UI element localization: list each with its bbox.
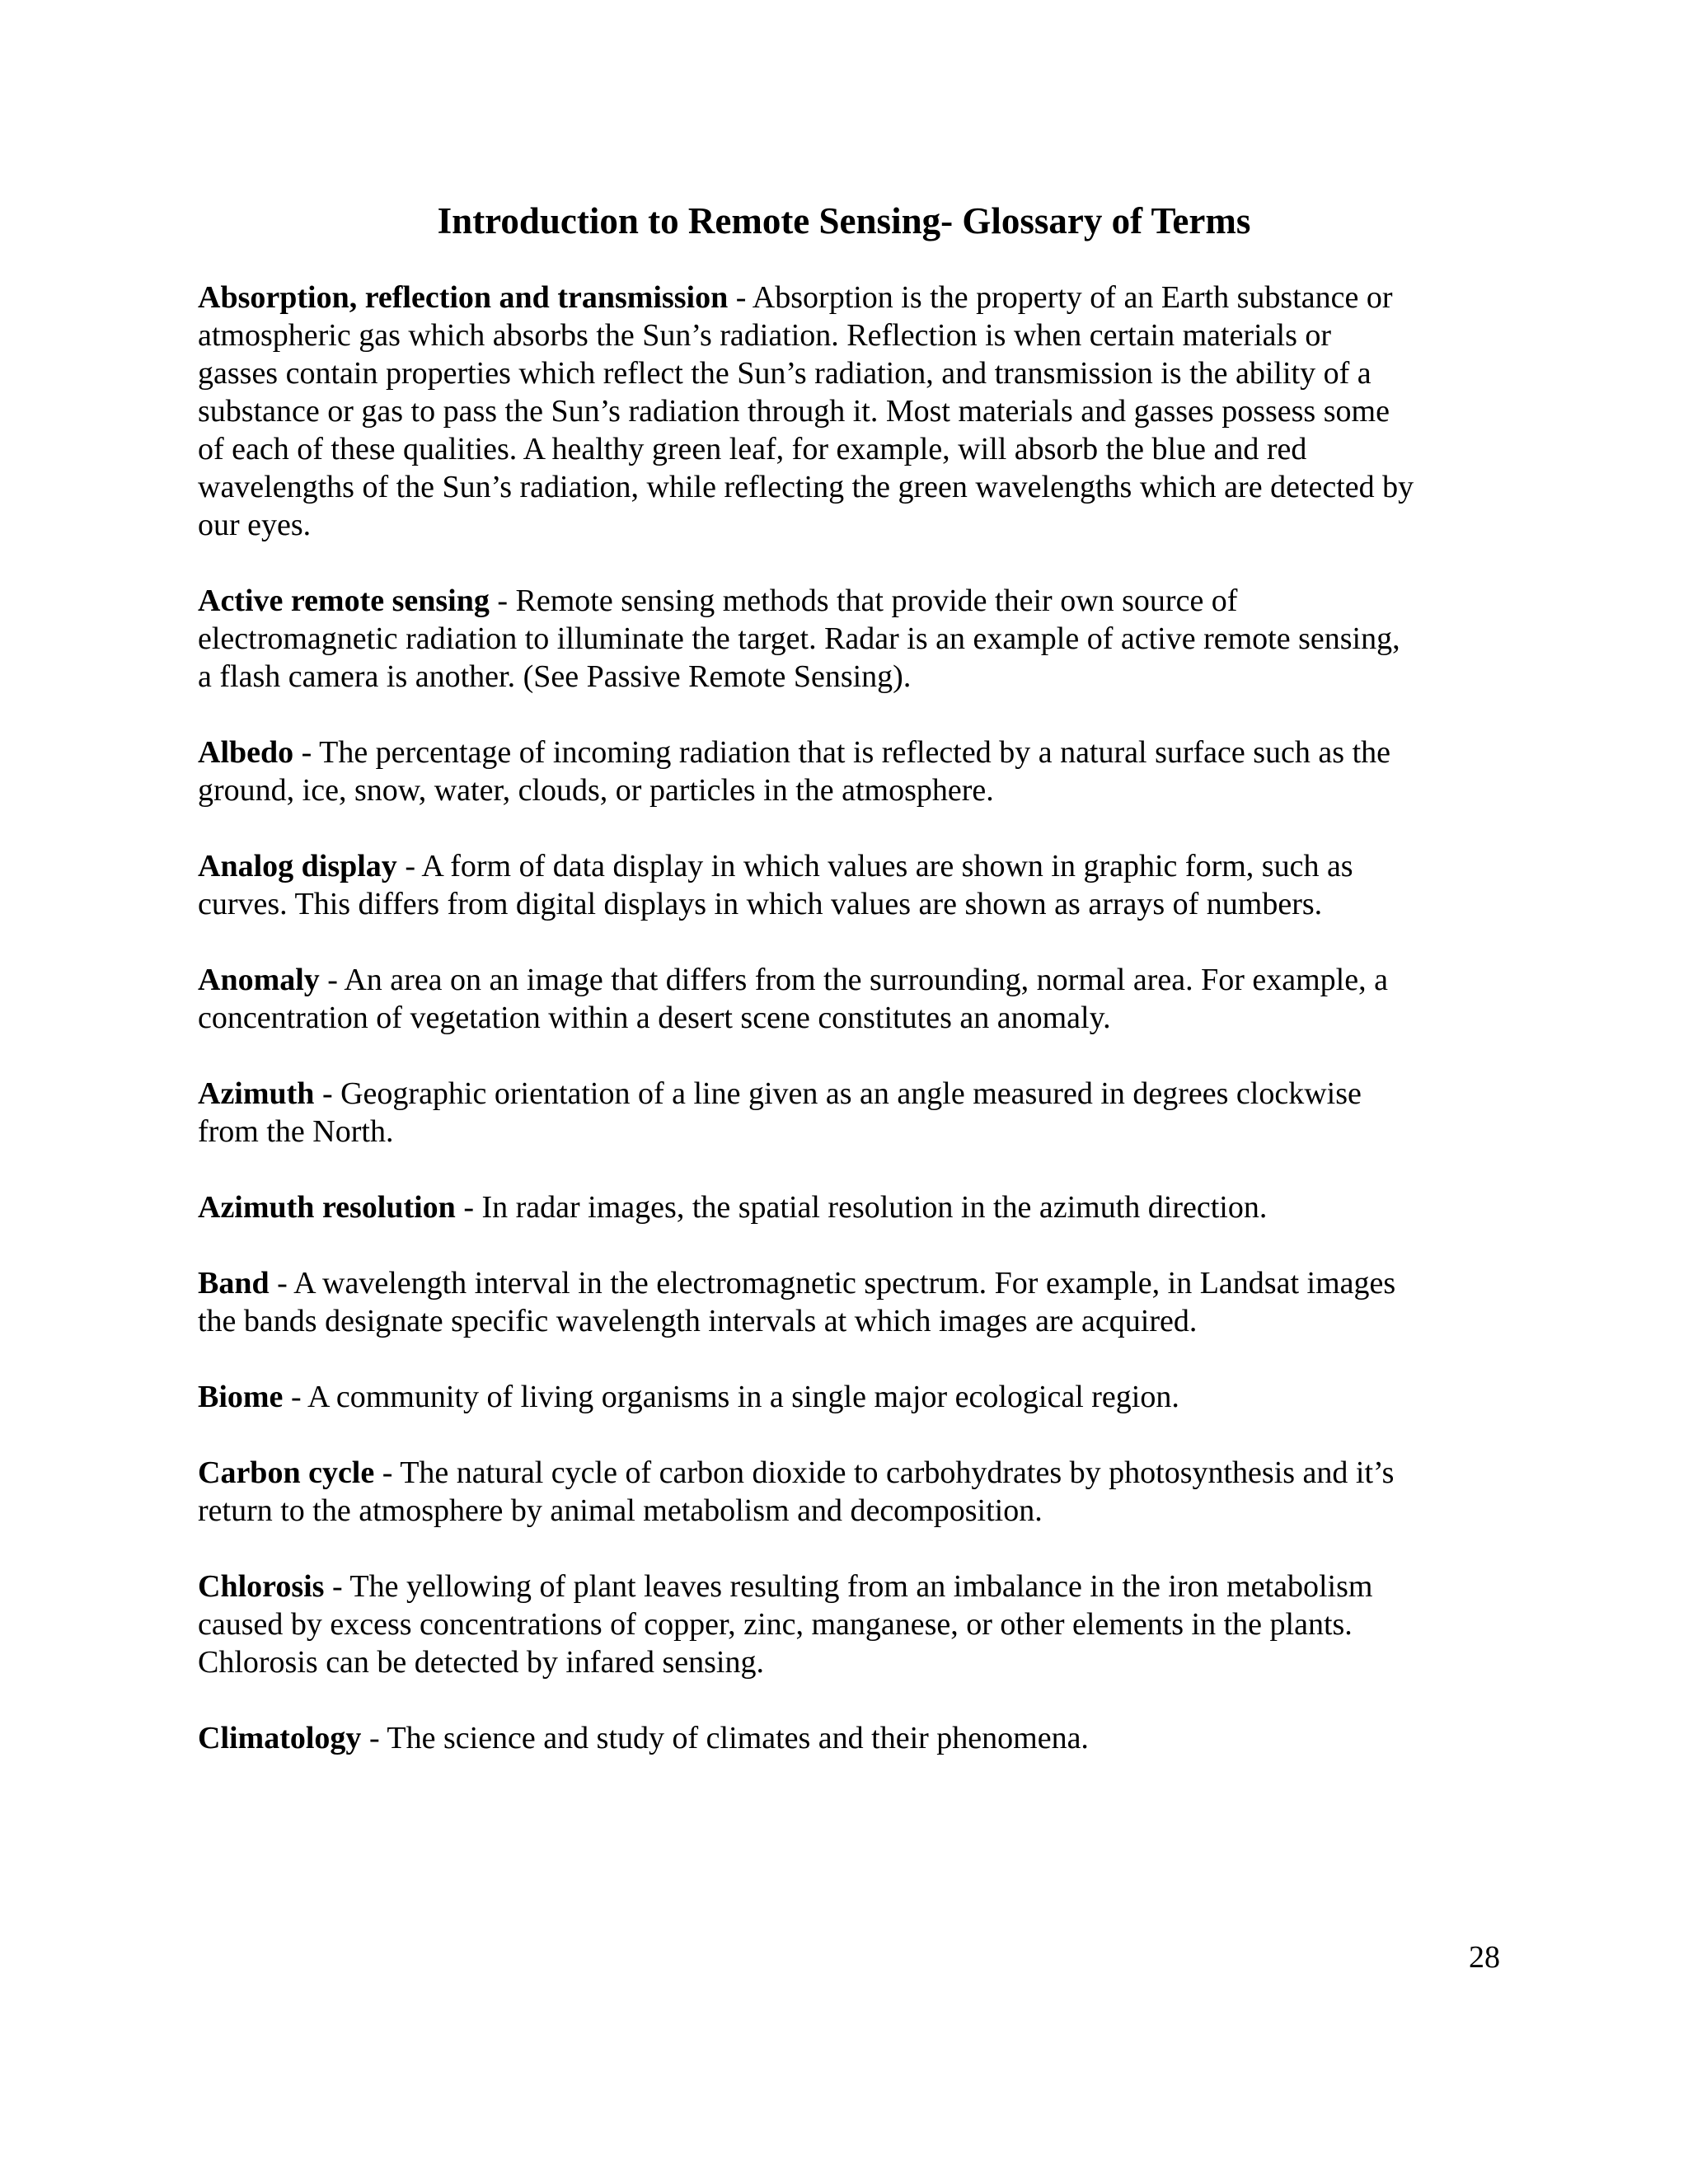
- glossary-term: Chlorosis: [198, 1569, 325, 1604]
- glossary-entry-band: [198, 1264, 1500, 1340]
- glossary-term: Anomaly: [198, 963, 320, 997]
- glossary-term: Analog display: [198, 849, 397, 883]
- glossary-entry-absorption: [198, 279, 1500, 544]
- glossary-entry-carbon-cycle: [198, 1454, 1500, 1530]
- glossary-list: [198, 279, 1500, 1795]
- glossary-entry-biome: [198, 1378, 1500, 1416]
- glossary-entry-chlorosis: [198, 1568, 1500, 1681]
- glossary-definition: - In radar images, the spatial resolution in the azimuth direction.: [455, 1190, 1268, 1225]
- glossary-definition: - A community of living organisms in a single major ecological region.: [283, 1380, 1179, 1414]
- glossary-term: Carbon cycle: [198, 1455, 375, 1490]
- glossary-definition: - The yellowing of plant leaves resulting from an imbalance in the iron metabolism caused by excess concentrations of copper, zinc, manganese, or other elements in the plants. Chlorosis can be detected by infared sensing.: [198, 1569, 1373, 1680]
- glossary-term: Azimuth: [198, 1076, 315, 1111]
- glossary-term: Biome: [198, 1380, 284, 1414]
- glossary-definition: - An area on an image that differs from the surrounding, normal area. For example, a concentration of vegetation within a desert scene constitutes an anomaly.: [198, 963, 1388, 1035]
- page-number: 28: [1469, 1940, 1500, 1975]
- glossary-definition: - The natural cycle of carbon dioxide to carbohydrates by photosynthesis and it’s return to the atmosphere by animal metabolism and decomposition.: [198, 1455, 1395, 1528]
- page-title: Introduction to Remote Sensing- Glossary of Terms: [437, 200, 1251, 241]
- glossary-definition: - A form of data display in which values are shown in graphic form, such as curves. This differs from digital displays in which values are shown as arrays of numbers.: [198, 849, 1353, 921]
- glossary-entry-analog-display: [198, 847, 1500, 923]
- glossary-term: Active remote sensing: [198, 583, 490, 618]
- glossary-definition: - The science and study of climates and their phenomena.: [361, 1721, 1089, 1755]
- glossary-entry-azimuth-resolution: [198, 1188, 1500, 1226]
- glossary-term: Absorption, reflection and transmission: [198, 280, 729, 315]
- glossary-definition: - Absorption is the property of an Earth substance or atmospheric gas which absorbs the Sun’s radiation. Reflection is when certain materials or gasses contain properties which reflect the Sun’s radiation, and transmission is the ability of a substance or gas to pass the Sun’s radiation through it. Most materials and gasses possess some of each of these qualities. A healthy green leaf, for example, will absorb the blue and red wavelengths of the Sun’s radiation, while reflecting the green wavelengths which are detected by our eyes.: [198, 280, 1414, 542]
- glossary-term: Azimuth resolution: [198, 1190, 456, 1225]
- glossary-term: Band: [198, 1266, 270, 1301]
- glossary-definition: - Geographic orientation of a line given as an angle measured in degrees clockwise from the North.: [198, 1076, 1362, 1149]
- glossary-definition: - The percentage of incoming radiation that is reflected by a natural surface such as the ground, ice, snow, water, clouds, or particles in the atmosphere.: [198, 735, 1390, 808]
- glossary-term: Climatology: [198, 1721, 362, 1755]
- glossary-entry-active-remote-sensing: [198, 582, 1500, 696]
- glossary-term: Albedo: [198, 735, 294, 770]
- glossary-entry-albedo: [198, 733, 1500, 809]
- glossary-entry-climatology: [198, 1719, 1500, 1757]
- glossary-definition: - A wavelength interval in the electromagnetic spectrum. For example, in Landsat images the bands designate specific wavelength intervals at which images are acquired.: [198, 1266, 1396, 1338]
- glossary-definition: - Remote sensing methods that provide their own source of electromagnetic radiation to illuminate the target. Radar is an example of active remote sensing, a flash camera is another. (See Passive Remote Sensing).: [198, 583, 1400, 694]
- glossary-entry-azimuth: [198, 1075, 1500, 1151]
- glossary-entry-anomaly: [198, 961, 1500, 1037]
